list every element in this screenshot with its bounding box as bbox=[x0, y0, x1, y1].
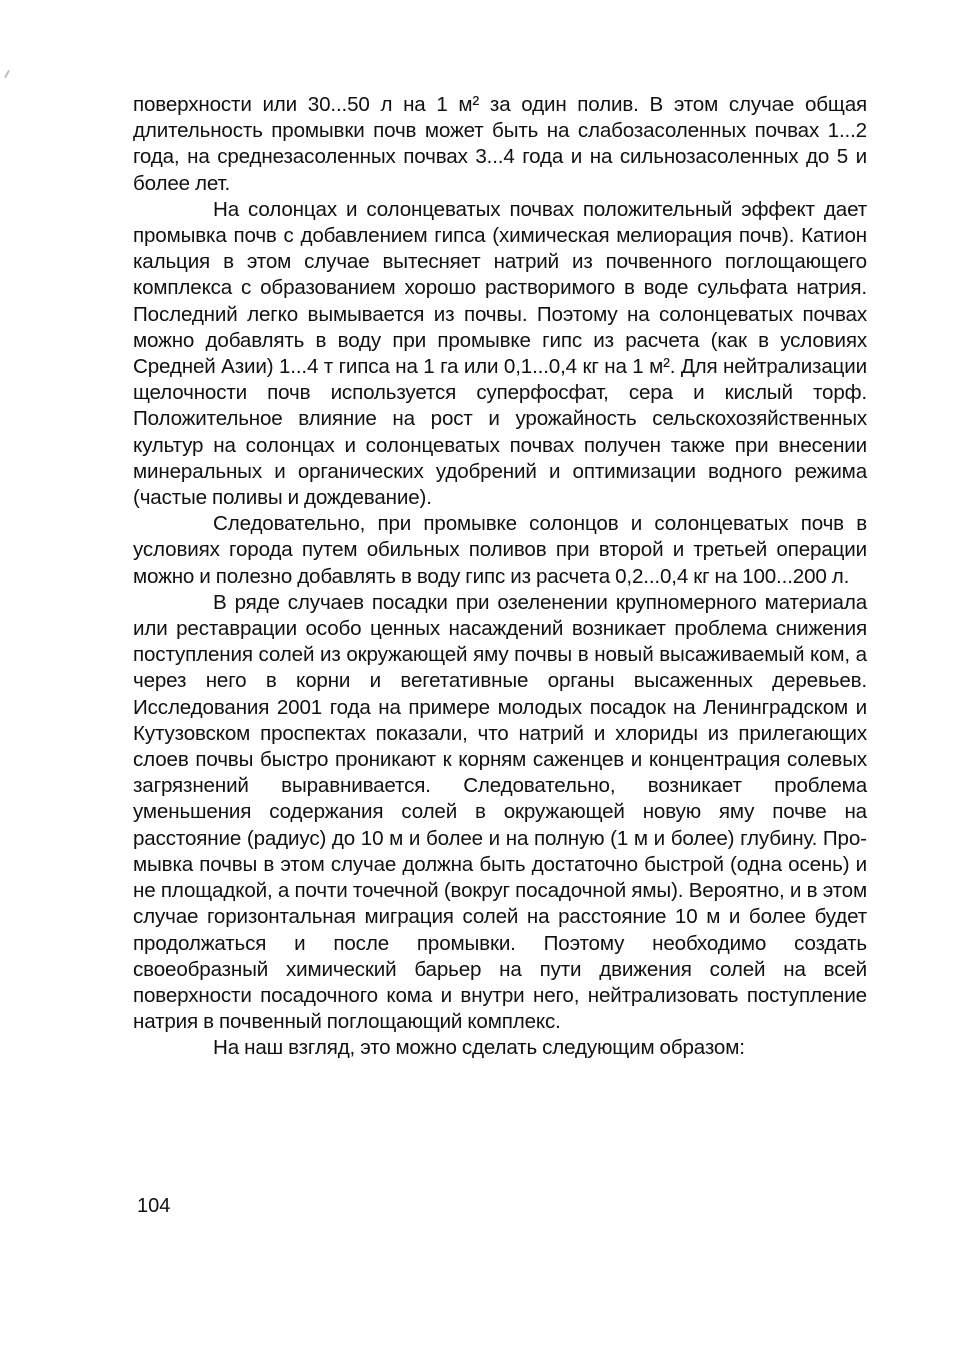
paragraph-2: На солонцах и солонцеватых почвах положительный эффект дает промывка почв с добавлением гипса (химическая мелиорация почв). Катион кальция в этом случае вытесняет натрий из почвенного поглощающего комплекса с образованием хорошо растворимого в воде сульфата натрия. Последний легко вымывается из почвы. Поэтому на солонцеватых почвах можно добавлять в воду при промывке гипс из расчета (как в условиях Средней Азии) 1...4 т гипса на 1 га или 0,1...0,4 кг на 1 м². Для нейтрализации щелочности почв используется суперфосфат, сера и кислый торф. Положительное влияние на рост и урожайность сельскохозяйственных культур на солонцах и солонцеватых почвах получен также при внесении минеральных и органических удобрений и оптимизации водного режима (частые поливы и дождевание). bbox=[133, 197, 867, 510]
page-body bbox=[133, 92, 867, 1062]
paragraph-3: Следовательно, при промывке солонцов и солонцеватых почв в условиях города путем обильных поливов при второй и третьей операции можно и полезно добавлять в воду гипс из расчета 0,2...0,4 кг на 100...200 л. bbox=[133, 512, 867, 588]
scan-speck bbox=[4, 70, 10, 78]
paragraph-1: поверхности или 30...50 л на 1 м² за один полив. В этом случае общая длительность промывки почв может быть на слабозасоленных почвах 1...2 года, на среднезасоленных почвах 3...4 года и на сильнозасоленных до 5 и более лет. bbox=[133, 93, 867, 195]
paragraph-4: В ряде случаев посадки при озеленении крупномерного материала или реставрации особо ценных насаждений возникает проблема снижения поступления солей из окружающей яму почвы в новый высаживаемый ком, а через него в корни и вегетативные органы высаженных деревьев. Исследования 2001 года на примере молодых посадок на Ленинградском и Кутузовском проспектах показали, что натрий и хлориды из прилегающих слоев почвы быстро проникают к корням саженцев и концентрация солевых загрязнений выравнивается. Следовательно, возникает проблема уменьшения содержания солей в окружающей новую яму почве на расстояние (радиус) до 10 м и более и на полную (1 м и более) глубину. Промывка почвы в этом случае должна быть достаточно быстрой (одна осень) и не площадкой, а почти точечной (вокруг посадочной ямы). Вероятно, и в этом случае горизонтальная миграция солей на расстояние 10 м и более будет продолжаться и после промывки. Поэтому необходимо создать своеобразный химический барьер на пути движения солей на всей поверхности посадочного кома и внутри него, нейтрализовать поступление натрия в почвенный поглощающий комплекс. bbox=[133, 590, 867, 1034]
text-block bbox=[133, 92, 867, 1062]
page-number: 104 bbox=[137, 1195, 171, 1217]
paragraph-5: На наш взгляд, это можно сделать следующим образом: bbox=[213, 1036, 745, 1060]
